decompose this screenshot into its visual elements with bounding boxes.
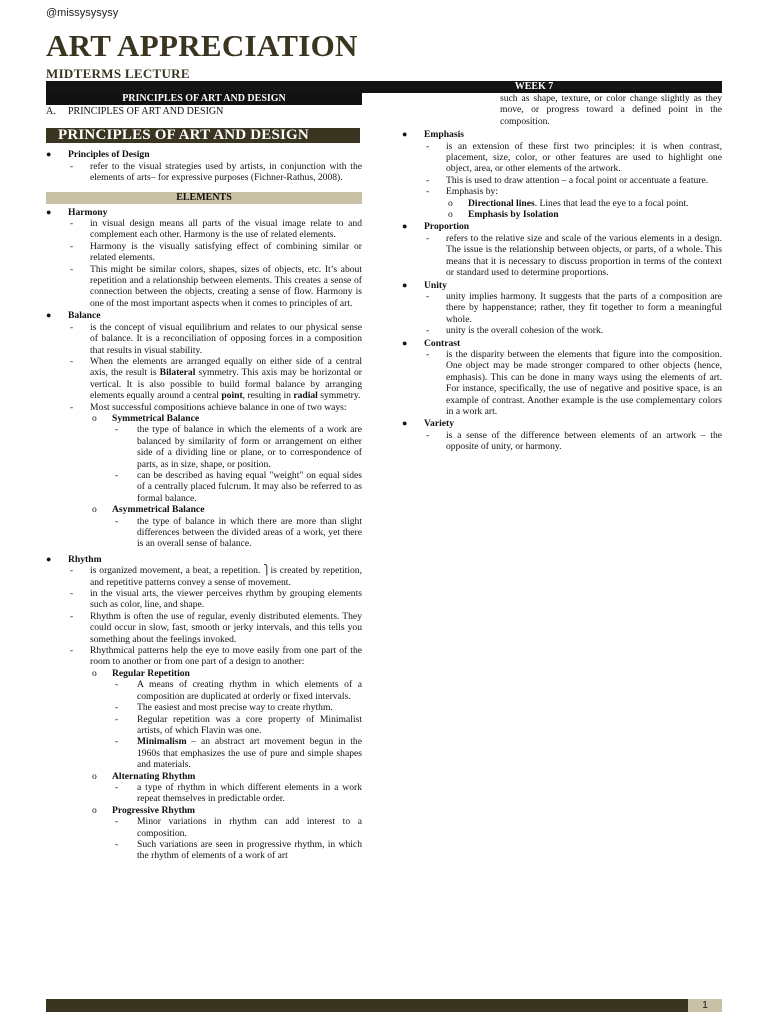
dash-icon: - [115, 424, 119, 436]
left-column [46, 128, 362, 862]
dash-icon: - [115, 816, 119, 828]
list-item: Minor variations in rhythm can add interest to a composition. [137, 816, 362, 839]
list-item: the type of balance in which there are more than slight differences between the divided areas of a work, yet there is an overall sense of balance. [137, 515, 362, 550]
document-subtitle: MIDTERMS LECTURE [46, 66, 190, 81]
bullet-icon: ● [46, 553, 52, 564]
dash-icon: - [70, 321, 74, 333]
sub-bullet-icon: o [92, 667, 97, 679]
section-banner: PRINCIPLES OF ART AND DESIGN [46, 128, 360, 143]
dash-icon: - [70, 160, 74, 172]
list-item: Regular repetition was a core property of Minimalist artists, of which Flavin was one. [137, 713, 362, 736]
dash-icon: - [70, 588, 74, 600]
progressive-rhythm-continuation: such as shape, texture, or color change slightly as they move, or progress toward a defined point in the composition. [500, 93, 722, 127]
sub-bullet-icon: o [448, 197, 453, 209]
document-title: ART APPRECIATION [46, 28, 358, 63]
dash-icon: - [70, 355, 74, 367]
minimalism-term: Minimalism [137, 736, 187, 748]
list-item: a type of rhythm in which different elements in a work repeat themselves in predictable order. [137, 781, 362, 805]
harmony-heading: Harmony [68, 206, 108, 218]
dash-icon: - [426, 232, 430, 244]
list-item: Minimalism – an abstract art movement begun in the 1960s that emphasizes the use of pure and simple shapes and materials. [137, 736, 362, 771]
variety-heading: Variety [424, 418, 455, 430]
bullet-icon: ● [402, 221, 408, 232]
dash-icon: - [115, 838, 119, 850]
list-item: When the elements are arranged equally on either side of a central axis, the result is Bilateral symmetry. This axis may be horizontal or vertical. It is also possible to build formal balance by arranging elements equally around a central point, resulting in radial symmetry. [90, 355, 362, 402]
list-item: This is used to draw attention – a focal point or accentuate a feature. [446, 174, 709, 186]
toc-item [46, 106, 223, 117]
list-item: Rhythmical patterns help the eye to move easily from one part of the room to another or from one part of a design to another: [90, 645, 362, 668]
sub-bullet-icon: o [92, 412, 97, 424]
week-bar [46, 81, 722, 93]
list-item: in the visual arts, the viewer perceives rhythm by grouping elements such as color, line, and shape. [90, 588, 362, 611]
dash-icon: - [70, 218, 74, 230]
point-term: point [221, 390, 243, 402]
emphasis-heading: Emphasis [424, 129, 464, 141]
bullet-icon: ● [46, 149, 52, 160]
dash-icon: - [426, 429, 430, 441]
alternating-rhythm-heading: Alternating Rhythm [112, 770, 196, 782]
emphasis-isolation-heading: Emphasis by Isolation [468, 209, 559, 221]
list-item: unity is the overall cohesion of the work. [446, 325, 604, 337]
dash-icon: - [426, 174, 430, 186]
bullet-icon: ● [46, 310, 52, 321]
list-item: Most successful compositions achieve balance in one of two ways: [90, 401, 347, 413]
variety-section [402, 418, 722, 452]
toc-item-label: A. [46, 106, 56, 117]
radial-term: radial [293, 390, 318, 402]
proportion-heading: Proportion [424, 221, 470, 233]
sub-bullet-icon: o [92, 504, 97, 516]
dash-icon: - [115, 736, 119, 748]
regular-repetition-heading: Regular Repetition [112, 667, 190, 679]
list-item: Directional lines. Lines that lead the eye to a focal point. [468, 197, 689, 209]
directional-lines-term: Directional lines [468, 197, 535, 209]
author-handle: @missysysysy [46, 7, 119, 19]
dash-icon: - [426, 348, 430, 360]
balance-section [46, 310, 362, 550]
dash-icon: - [426, 290, 430, 302]
bullet-icon: ● [402, 279, 408, 290]
harmony-section [46, 207, 362, 310]
dash-icon: - [70, 565, 74, 577]
toc-header: PRINCIPLES OF ART AND DESIGN [122, 93, 286, 104]
principles-text: refer to the visual strategies used by artists, in conjunction with the elements of arts– for expressive purposes (Fichner-Rathus, 2008). [90, 160, 362, 184]
toc-header-bar [46, 93, 362, 105]
sub-bullet-icon: o [448, 209, 453, 221]
toc-item-text: PRINCIPLES OF ART AND DESIGN [68, 106, 224, 117]
dash-icon: - [115, 469, 119, 481]
elements-header: ELEMENTS [46, 192, 362, 204]
bullet-icon: ● [402, 418, 408, 429]
dash-icon: - [426, 140, 430, 152]
list-item: Emphasis by: [446, 186, 498, 198]
dash-icon: - [70, 610, 74, 622]
list-item: The easiest and most precise way to create rhythm. [137, 702, 333, 714]
dash-icon: - [426, 325, 430, 337]
dash-icon: - [70, 240, 74, 252]
unity-heading: Unity [424, 279, 447, 291]
bullet-icon: ● [402, 337, 408, 348]
contrast-heading: Contrast [424, 337, 461, 349]
dash-icon: - [70, 645, 74, 657]
list-item: is a sense of the difference between elements of an artwork – the opposite of unity, or harmony. [446, 429, 722, 453]
principles-of-design-section [46, 149, 362, 183]
week-label: WEEK 7 [514, 81, 554, 92]
sub-bullet-icon: o [92, 770, 97, 782]
list-item: Rhythm is often the use of regular, evenly distributed elements. They could occur in slow, fast, smooth or jerky intervals, and this tells you something about the feelings invoked. [90, 610, 362, 645]
rhythm-section [46, 554, 362, 862]
list-item: unity implies harmony. It suggests that the parts of a composition are there by happenstance; rather, they fit together to form a meaningful whole. [446, 290, 722, 325]
balance-heading: Balance [68, 310, 101, 322]
sub-bullet-icon: o [92, 804, 97, 816]
dash-icon: - [70, 263, 74, 275]
dash-icon: - [115, 702, 119, 714]
bullet-icon: ● [402, 129, 408, 140]
dash-icon: - [115, 781, 119, 793]
list-item: is an extension of these first two principles: it is when contrast, placement, size, color, or other features are used to highlight one object, area, or other elements of the artwork. [446, 140, 722, 175]
list-item: is the concept of visual equilibrium and relates to our physical sense of balance. It is a reconciliation of opposing forces in a composition that results in visual stability. [90, 321, 362, 356]
page-number: 1 [688, 999, 722, 1012]
dash-icon: - [70, 401, 74, 413]
list-item: A means of creating rhythm in which elements of a composition are duplicated at orderly or fixed intervals. [137, 679, 362, 702]
emphasis-section [402, 129, 722, 220]
asymmetrical-heading: Asymmetrical Balance [112, 504, 205, 516]
list-item: can be described as having equal "weight" on equal sides of a centrally placed fulcrum. It may also be referred to as formal balance. [137, 469, 362, 504]
symmetrical-heading: Symmetrical Balance [112, 412, 200, 424]
rhythm-heading: Rhythm [68, 553, 102, 565]
list-item: This might be similar colors, shapes, sizes of objects, etc. It’s about repetition and a relationship between elements. This creates a sense of connection between the objects, creating a sense of flow. Harmony is one of the most important aspects when it comes to principles of art. [90, 263, 362, 309]
unity-section [402, 280, 722, 337]
dash-icon: - [115, 679, 119, 691]
bilateral-term: Bilateral [159, 367, 196, 379]
list-item: Such variations are seen in progressive rhythm, in which the rhythm of elements of a work of art [137, 838, 362, 862]
list-item: Harmony is the visually satisfying effect of combining similar or related elements. [90, 240, 362, 264]
list-item: is the disparity between the elements that figure into the composition. One object may be made stronger compared to other objects (hence, emphasis). This can be done in many ways using the elements of art. For instance, specifically, the use of negative and positive space, is an example of contrast. Another example is the use complementary colors in a work art. [446, 348, 722, 417]
right-column [402, 93, 722, 453]
list-item: the type of balance in which the elements of a work are balanced by similarity of form or arrangement on either side of a dividing line or plane, or to correspondence of parts, as in size, shape, or position. [137, 424, 362, 470]
dash-icon: - [115, 515, 119, 527]
list-item: refers to the relative size and scale of the various elements in a design. The issue is the relationship between objects, or parts, of a whole. This means that it is necessary to discuss proportion in terms of the context or standard used to determine proportions. [446, 232, 722, 279]
dash-icon: - [426, 186, 430, 198]
bullet-icon: ● [46, 206, 52, 217]
list-item: in visual design means all parts of the visual image relate to and complement each other. Harmony is the use of related elements. [90, 218, 362, 241]
contrast-section [402, 338, 722, 418]
proportion-section [402, 221, 722, 278]
list-item: is organized movement, a beat, a repetition. ⎫is created by repetition, and repetitive patterns convey a sense of movement. [90, 565, 362, 588]
principles-heading: Principles of Design [68, 149, 150, 161]
progressive-rhythm-heading: Progressive Rhythm [112, 804, 196, 816]
dash-icon: - [115, 713, 119, 725]
footer-bar [46, 999, 722, 1012]
